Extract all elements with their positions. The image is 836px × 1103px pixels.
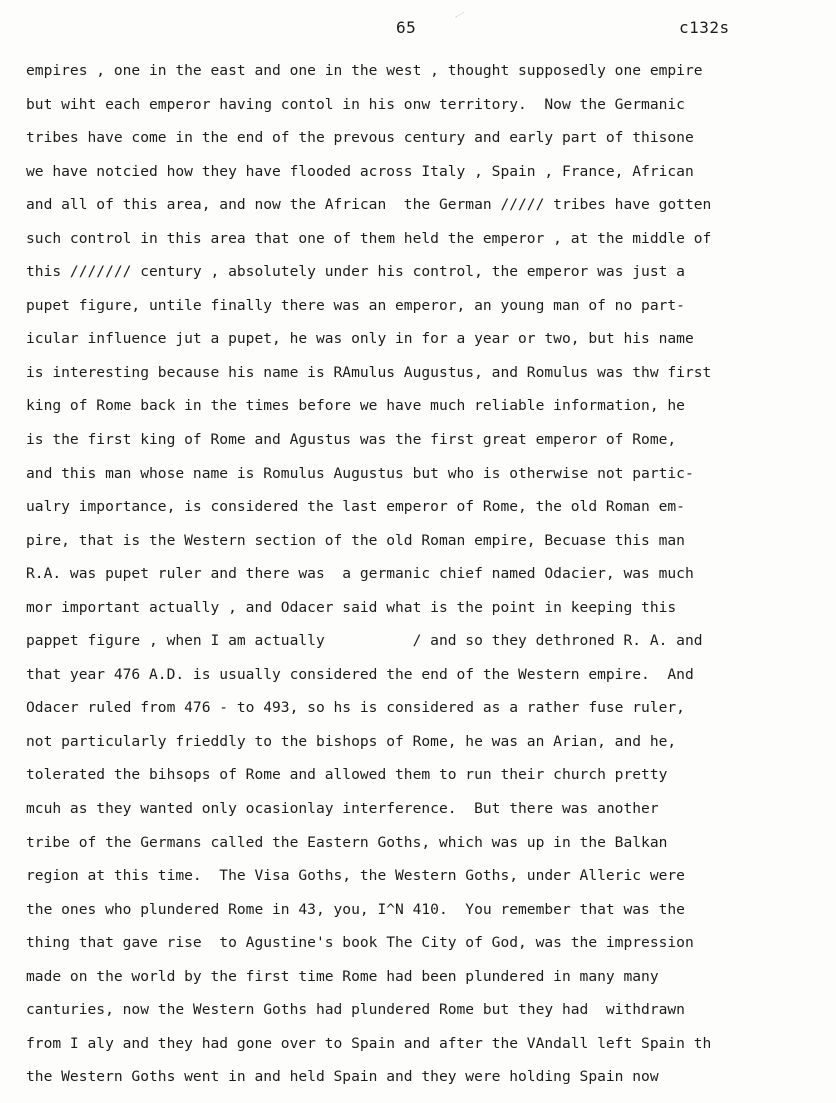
text-line: tribe of the Germans called the Eastern Goths, which was up in the Balkan xyxy=(26,833,668,851)
text-line: from I aly and they had gone over to Spain and after the VAndall left Spain th xyxy=(26,1034,712,1052)
text-line: this /////// century , absolutely under his control, the emperor was just a xyxy=(26,263,685,281)
text-line: the Western Goths went in and held Spain and they were holding Spain now xyxy=(26,1068,659,1086)
text-line: icular influence jut a pupet, he was only in for a year or two, but his name xyxy=(26,330,694,348)
text-line: the ones who plundered Rome in 43, you, I^N 410. You remember that was the xyxy=(26,900,685,918)
text-line: and all of this area, and now the African the German ///// tribes have gotten xyxy=(26,196,712,214)
document-code: c132s xyxy=(679,18,730,37)
text-line: is the first king of Rome and Agustus was the first great emperor of Rome, xyxy=(26,431,677,449)
text-line: we have notcied how they have flooded across Italy , Spain , France, African xyxy=(26,162,694,180)
text-line: is interesting because his name is RAmulus Augustus, and Romulus was thw first xyxy=(26,363,712,381)
text-line: mor important actually , and Odacer said what is the point in keeping this xyxy=(26,598,677,616)
text-line: region at this time. The Visa Goths, the Western Goths, under Alleric were xyxy=(26,867,685,885)
text-line: tolerated the bihsops of Rome and allowed them to run their church pretty xyxy=(26,766,668,784)
text-line: thing that gave rise to Agustine's book The City of God, was the impression xyxy=(26,934,694,952)
text-line: empires , one in the east and one in the west , thought supposedly one empire xyxy=(26,62,703,79)
text-line: R.A. was pupet ruler and there was a germanic chief named Odacier, was much xyxy=(26,565,694,583)
text-line: and this man whose name is Romulus Augustus but who is otherwise not partic- xyxy=(26,464,694,482)
text-line: but wiht each emperor having contol in his onw territory. Now the Germanic xyxy=(26,95,685,113)
text-line: king of Rome back in the times before we have much reliable information, he xyxy=(26,397,685,415)
text-line: such control in this area that one of them held the emperor , at the middle of xyxy=(26,229,712,247)
text-line: canturies, now the Western Goths had plundered Rome but they had withdrawn xyxy=(26,1001,685,1019)
text-line: that year 476 A.D. is usually considered the end of the Western empire. And xyxy=(26,665,694,683)
text-line: pire, that is the Western section of the old Roman empire, Becuase this man xyxy=(26,531,685,549)
text-line: mcuh as they wanted only ocasionlay interference. But there was another xyxy=(26,800,659,818)
text-line: tribes have come in the end of the prevous century and early part of thisone xyxy=(26,129,694,147)
typewritten-text-block xyxy=(26,54,808,1094)
text-line: pappet figure , when I am actually / and so they dethroned R. A. and xyxy=(26,632,703,650)
text-line: ualry importance, is considered the last emperor of Rome, the old Roman em- xyxy=(26,498,685,516)
text-line: not particularly frieddly to the bishops of Rome, he was an Arian, and he, xyxy=(26,732,677,750)
text-line: made on the world by the first time Rome had been plundered in many many xyxy=(26,967,659,985)
page-number: 65 xyxy=(396,18,417,37)
paper-smudge xyxy=(455,12,467,23)
text-line: Odacer ruled from 476 - to 493, so hs is considered as a rather fuse ruler, xyxy=(26,699,685,717)
text-line: pupet figure, untile finally there was an emperor, an young man of no part- xyxy=(26,296,685,314)
